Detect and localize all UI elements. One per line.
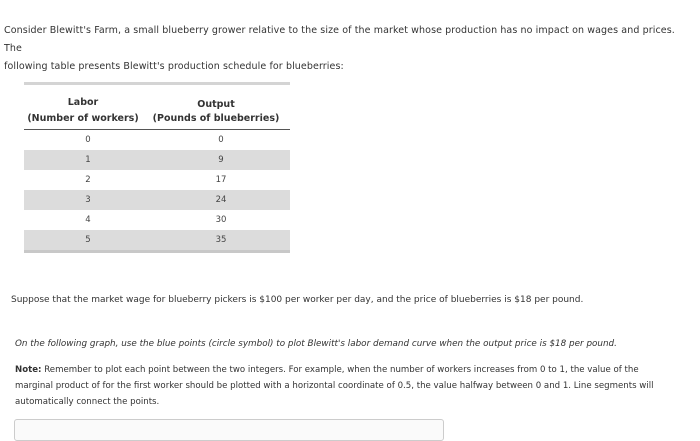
output-subheader: (Pounds of blueberries) [152, 113, 280, 124]
labor-cell: 3 [85, 195, 91, 205]
table-row [24, 210, 290, 230]
table-header-row-1 [24, 97, 290, 113]
note-line-1 [15, 362, 683, 378]
note-line-1-text: Remember to plot each point between the two integers. For example, when the number of workers increases from 0 to 1, the value of the [41, 365, 639, 375]
table-bottom-rule [24, 250, 290, 253]
intro-line-2: following table presents Blewitt's production schedule for blueberries: [4, 61, 344, 72]
market-wage-text: Suppose that the market wage for blueberry pickers is $100 per worker per day, and the price of blueberries is $18 per pound. [11, 295, 584, 305]
output-cell: 35 [215, 235, 227, 245]
labor-cell: 4 [85, 215, 91, 225]
labor-subheader: (Number of workers) [27, 113, 139, 124]
table-top-rule [24, 82, 290, 85]
table-header-row-2 [24, 113, 290, 128]
intro-line-1: Consider Blewitt's Farm, a small blueberry grower relative to the size of the market whose production has no impact on wages and prices. The [4, 25, 675, 54]
output-cell: 17 [215, 175, 227, 185]
labor-cell: 5 [85, 235, 91, 245]
production-table [24, 82, 290, 253]
note-text [15, 362, 683, 410]
labor-header: Labor [67, 97, 99, 108]
table-row [24, 190, 290, 210]
labor-cell: 1 [85, 155, 91, 165]
table-row [24, 130, 290, 150]
note-line-3: automatically connect the points. [15, 397, 160, 407]
labor-cell: 2 [85, 175, 91, 185]
note-label: Note: [15, 365, 42, 375]
labor-cell: 0 [85, 135, 91, 145]
graph-area-edge[interactable] [14, 419, 444, 441]
output-cell: 30 [215, 215, 227, 225]
output-cell: 0 [218, 135, 224, 145]
output-header: Output [197, 99, 235, 110]
output-cell: 24 [215, 195, 227, 205]
note-line-2: marginal product of for the first worker should be plotted with a horizontal coordinate of 0.5, the value halfway between 0 and 1. Line segments will [15, 381, 654, 391]
table-row [24, 170, 290, 190]
table-row [24, 150, 290, 170]
table-row [24, 230, 290, 250]
intro-text [4, 22, 694, 76]
graph-instruction-text: On the following graph, use the blue points (circle symbol) to plot Blewitt's labor demand curve when the output price is $18 per pound. [15, 339, 617, 349]
output-cell: 9 [218, 155, 224, 165]
